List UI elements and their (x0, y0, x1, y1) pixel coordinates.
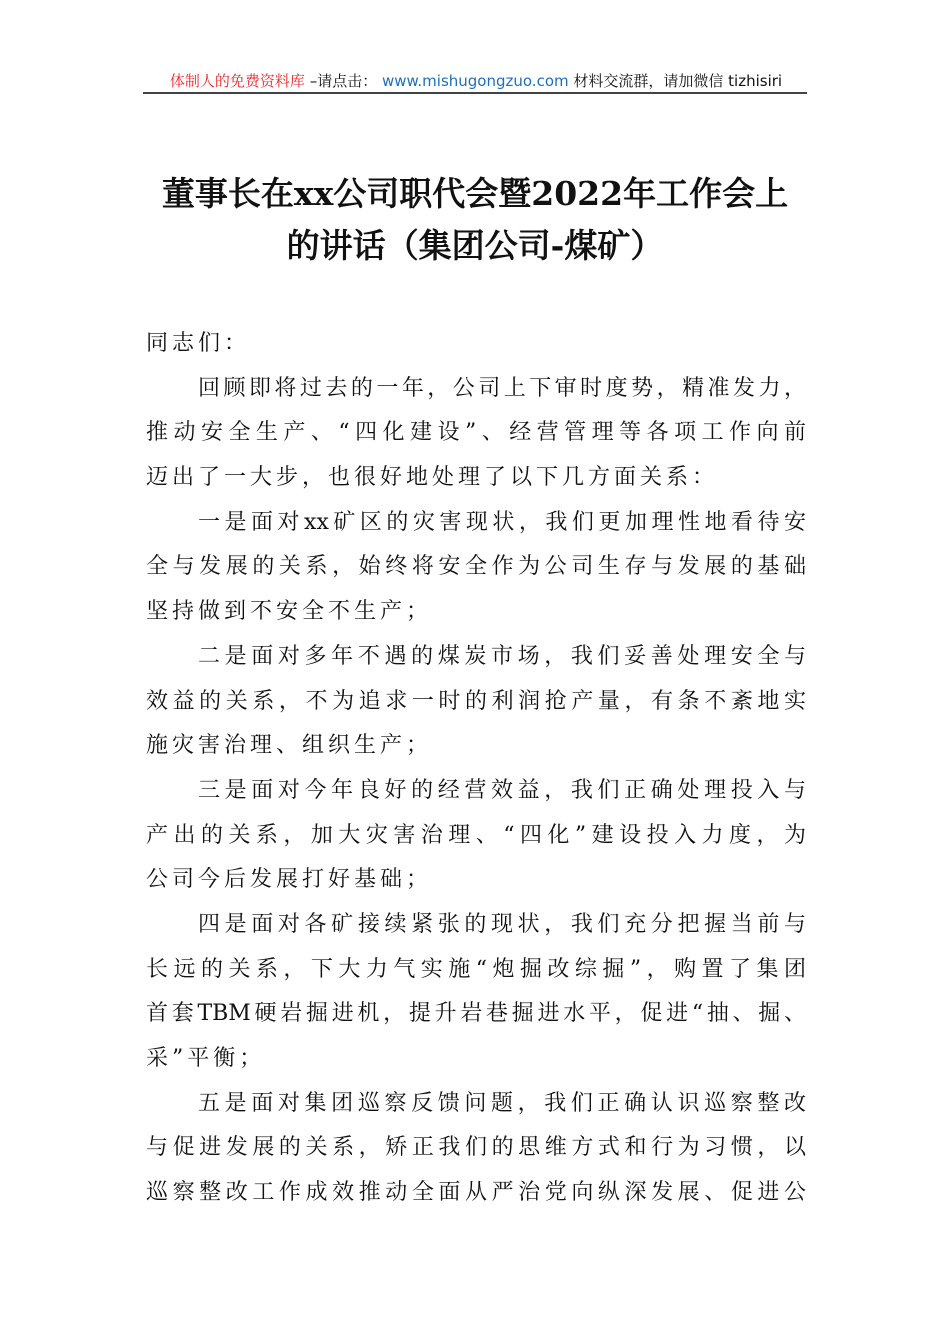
page-title (130, 168, 820, 272)
body-line: 迈出了一大步，也很好地处理了以下几方面关系： (146, 465, 719, 491)
body-line: 全与发展的关系，始终将安全作为公司生存与发展的基础 (146, 554, 806, 580)
website-link[interactable]: www.mishugongzuo.com (381, 72, 569, 90)
source-label: 体制人的免费资料库 (169, 72, 305, 90)
prompt-text: –请点击： (309, 72, 378, 90)
body-line: 二是面对多年不遇的煤炭市场，我们妥善处理安全与 (198, 643, 806, 669)
body-line: 五是面对集团巡察反馈问题，我们正确认识巡察整改 (198, 1090, 806, 1116)
body-line: 三是面对今年良好的经营效益，我们正确处理投入与 (198, 777, 806, 803)
body-line: 施灾害治理、组织生产； (146, 733, 433, 759)
body-line: 一是面对xx矿区的灾害现状，我们更加理性地看待安 (198, 509, 806, 535)
body-line: 采”平衡； (146, 1046, 266, 1071)
body-line: 产出的关系，加大灾害治理、“四化”建设投入力度，为 (146, 822, 806, 848)
body-line: 同志们： (146, 331, 251, 356)
body-line: 四是面对各矿接续紧张的现状，我们充分把握当前与 (198, 911, 806, 937)
header-divider (143, 92, 807, 94)
document-body (146, 322, 806, 1216)
body-line: 回顾即将过去的一年，公司上下审时度势，精准发力， (198, 375, 806, 401)
header-banner (146, 70, 806, 91)
contact-text: 材料交流群，请加微信 tizhisiri (573, 72, 783, 90)
body-line: 公司今后发展打好基础； (146, 867, 433, 893)
body-line: 推动安全生产、“四化建设”、经营管理等各项工作向前 (146, 420, 806, 446)
body-line: 与促进发展的关系，矫正我们的思维方式和行为习惯，以 (146, 1135, 806, 1161)
title-line: 的讲话（集团公司-煤矿） (286, 226, 664, 265)
body-line: 坚持做到不安全不生产； (146, 599, 433, 625)
title-line: 董事长在xx公司职代会暨2022年工作会上 (161, 174, 789, 213)
body-line: 巡察整改工作成效推动全面从严治党向纵深发展、促进公 (146, 1180, 806, 1206)
body-line: 效益的关系，不为追求一时的利润抢产量，有条不紊地实 (146, 688, 806, 714)
body-line: 首套TBM硬岩掘进机，提升岩巷掘进水平，促进“抽、掘、 (146, 1001, 806, 1027)
body-line: 长远的关系，下大力气实施“炮掘改综掘”，购置了集团 (146, 956, 806, 982)
